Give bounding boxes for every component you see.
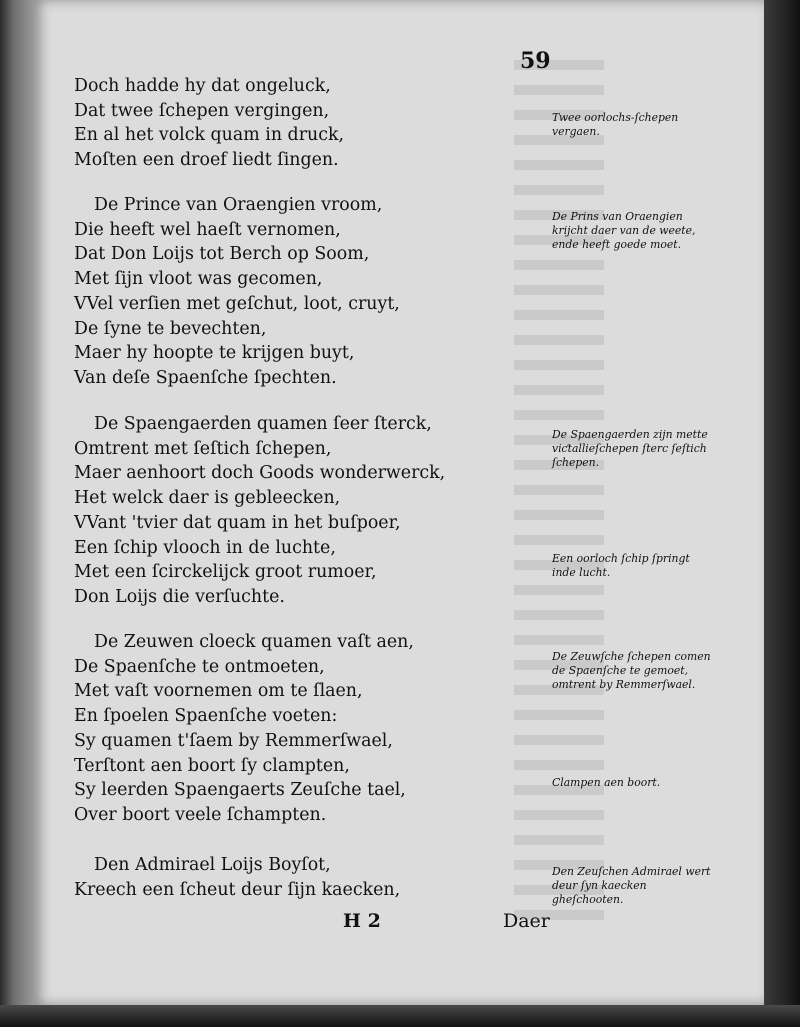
verse-line: Maer aenhoort doch Goods wonderwerck, (74, 463, 446, 484)
verse-line: Over boort veele ſchampten. (74, 804, 327, 825)
verse-line: Met een ſcirckelijck groot rumoer, (74, 562, 377, 583)
verse-line: De Prince van Oraengien vroom, (94, 195, 383, 215)
verse-line: En ſpoelen Spaenſche voeten: (74, 706, 338, 727)
stanza-3 (74, 412, 554, 610)
verse-line: Maer hy hoopte te krijgen buyt, (74, 343, 355, 364)
verse-line: Den Admirael Loijs Boyſot, (94, 855, 331, 875)
verse-line: Omtrent met ſeſtich ſchepen, (74, 438, 332, 459)
verse-line: De Spaenſche te ontmoeten, (74, 656, 325, 677)
verse-line: Die heeft wel haeſt vernomen, (74, 219, 341, 240)
margin-note: De Zeuwſche ſchepen comen de Spaenſche te gemoet, omtrent by Remmerſwael. (552, 650, 711, 691)
verse-line: De Zeuwen cloeck quamen vaſt aen, (94, 632, 414, 652)
stanza-1 (74, 74, 554, 173)
verse-line: Sy quamen t'ſaem by Remmerſwael, (74, 730, 393, 751)
book-edge-right (764, 0, 800, 1027)
margin-note: Den Zeuſchen Admirael wert deur ſyn kaecken gheſchooten. (552, 865, 711, 906)
book-edge-bottom (0, 1005, 800, 1027)
verse-line: Doch hadde hy dat ongeluck, (74, 76, 331, 96)
stanza-5 (74, 853, 554, 902)
verse-line: Terſtont aen boort ſy clampten, (74, 755, 350, 776)
page-number: 59 (520, 48, 551, 74)
verse-line: De Spaengaerden quamen ſeer ſterck, (94, 414, 432, 434)
margin-note: Een oorloch ſchip ſpringt inde lucht. (552, 552, 690, 579)
verse-line: De ſyne te bevechten, (74, 318, 267, 339)
verse-line: Met vaſt voornemen om te ſlaen, (74, 681, 363, 702)
margin-note: Clampen aen boort. (552, 776, 661, 789)
verse-line: Het welck daer is gebleecken, (74, 488, 341, 509)
verse-line: Dat Don Loijs tot Berch op Soom, (74, 244, 370, 265)
book-gutter-left (0, 0, 34, 1027)
verse-line: Sy leerden Spaengaerts Zeuſche tael, (74, 780, 406, 801)
catchword: Daer (503, 910, 550, 932)
stanza-2 (74, 193, 554, 391)
margin-note: De Prins van Oraengien krijcht daer van de weete, ende heeft goede moet. (552, 210, 696, 251)
verse-line: Don Loijs die verſuchte. (74, 586, 285, 607)
verse-line: VVel verſien met geſchut, loot, cruyt, (74, 293, 400, 314)
verse-line: Van deſe Spaenſche ſpechten. (74, 367, 337, 388)
margin-note: Twee oorlochs-ſchepen vergaen. (552, 111, 679, 138)
stanza-4 (74, 630, 554, 828)
verse-line: Met ſijn vloot was gecomen, (74, 269, 323, 290)
verse-line: Kreech een ſcheut deur ſijn kaecken, (74, 879, 401, 900)
verse-line: Dat twee ſchepen vergingen, (74, 100, 330, 121)
margin-note: De Spaengaerden zijn mette viƈtallieſchepen ſterc ſeſtich ſchepen. (552, 428, 708, 469)
verse-line: Een ſchip vlooch in de luchte, (74, 537, 336, 558)
signature-mark: H 2 (343, 910, 381, 932)
verse-line: Moſten een droef liedt ſingen. (74, 150, 339, 171)
verse-line: VVant 'tvier dat quam in het buſpoer, (74, 512, 401, 533)
verse-line: En al het volck quam in druck, (74, 125, 345, 146)
